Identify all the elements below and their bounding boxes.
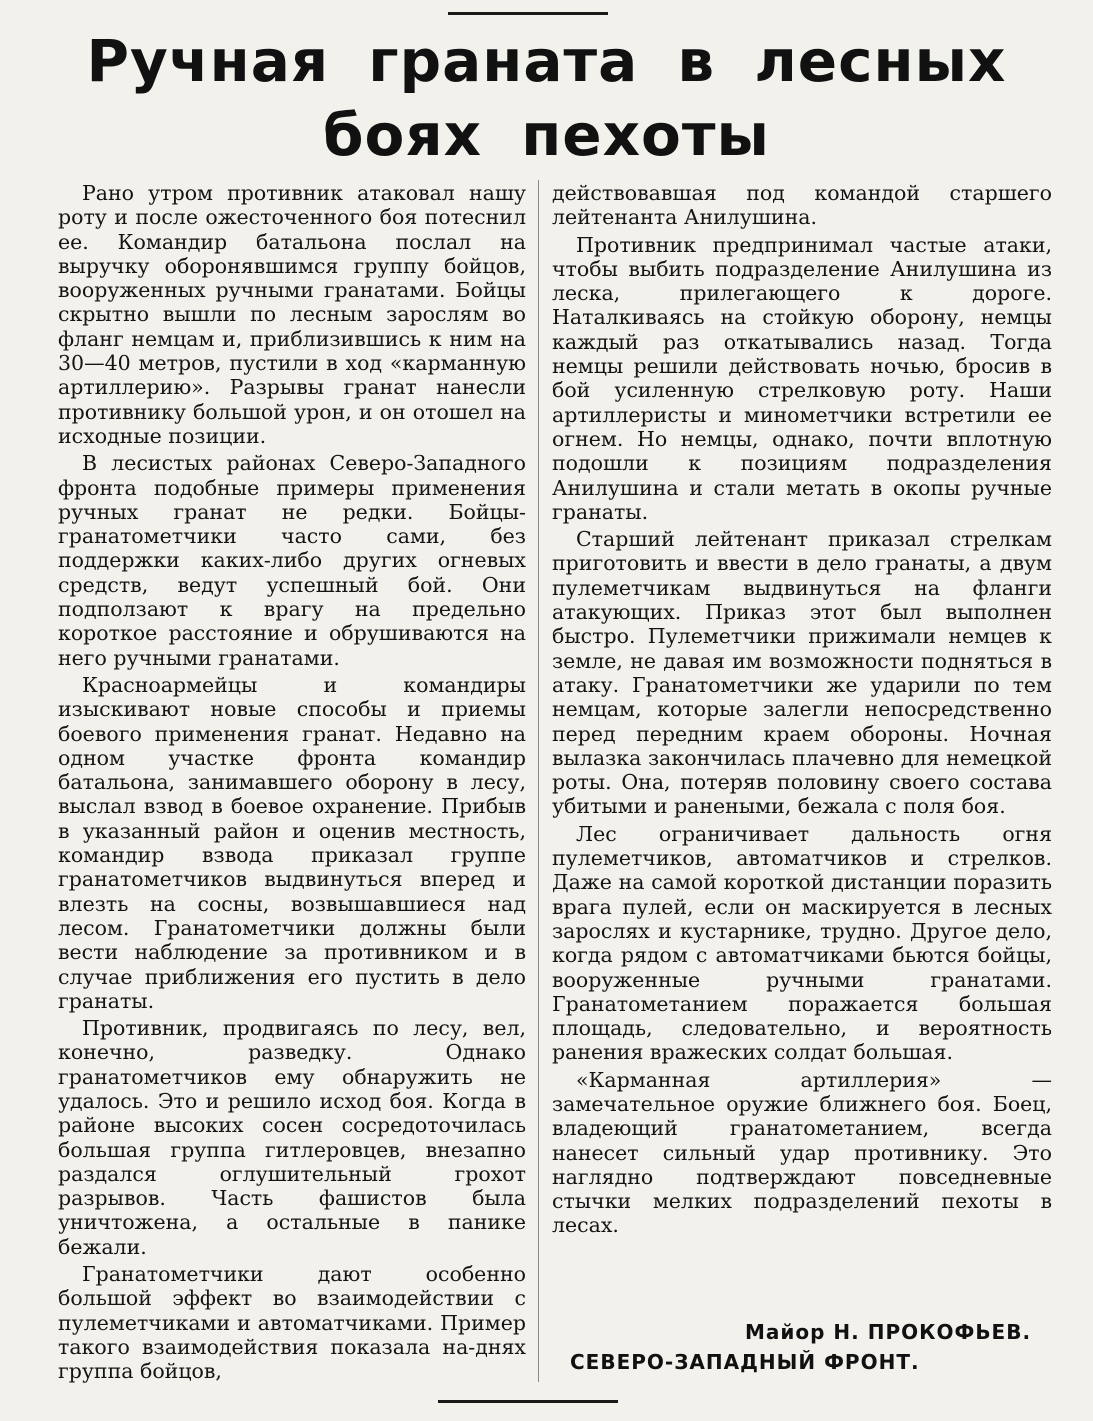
paragraph: Лес ограничивает дальность огня пулеметчиков, автоматчиков и стрелков. Даже на самой короткой дистанции поразить врага пулей, если он маскируется в лесных зарослях и кустарнике, трудно. Другое дело, когда рядом с автоматчиками бьются бойцы, вооруженные ручными гранатами. Гранатометанием поражается большая площадь, следовательно, и вероятность ранения вражеских солдат большая. xyxy=(552,821,1052,1065)
byline-front: СЕВЕРО-ЗАПАДНЫЙ ФРОНТ. xyxy=(570,1350,920,1374)
paragraph: Гранатометчики дают особенно большой эффект во взаимодействии с пулеметчиками и автоматчиками. Пример такого взаимодействия показала на-днях группа бойцов, xyxy=(58,1262,526,1384)
headline-line-2: боях пехоты xyxy=(323,101,770,169)
paragraph: Красноармейцы и командиры изыскивают новые способы и приемы боевого применения гранат. Недавно на одном участке фронта командир батальона, занимавшего оборону в лесу, выслал взвод в боевое охранение. Прибыв в указанный район и оценив местность, командир взвода приказал группе гранатометчиков выдвинуться вперед и влезть на сосны, возвышавшиеся над лесом. Гранатометчики должны были вести наблюдение за противником и в случае приближения его пустить в дело гранаты. xyxy=(58,672,526,1013)
paragraph: Старший лейтенант приказал стрелкам приготовить и ввести в дело гранаты, а двум пулеметчикам выдвинуться на фланги атакующих. Приказ этот был выполнен быстро. Пулеметчики прижимали немцев к земле, не давая им возможности подняться в атаку. Гранатометчики же ударили по тем немцам, которые залегли непосредственно перед передним краем обороны. Ночная вылазка закончилась плачевно для немецкой роты. Она, потеряв половину своего состава убитыми и ранеными, бежала с поля боя. xyxy=(552,527,1052,819)
top-rule xyxy=(448,12,608,15)
paragraph: Противник, продвигаясь по лесу, вел, конечно, разведку. Однако гранатометчиков ему обнаружить не удалось. Это и решило исход боя. Когда в районе высоких сосен сосредоточилась большая группа гитлеровцев, внезапно раздался оглушительный грохот разрывов. Часть фашистов была уничтожена, а остальные в панике бежали. xyxy=(58,1016,526,1259)
article-headline xyxy=(40,24,1053,172)
paragraph: действовавшая под командой старшего лейтенанта Анилушина. xyxy=(552,181,1052,230)
right-column xyxy=(552,181,1052,1241)
bottom-rule xyxy=(438,1400,618,1403)
left-column xyxy=(58,181,526,1387)
headline-line-1: Ручная граната в лесных xyxy=(86,27,1007,95)
paragraph: «Карманная артиллерия» — замечательное оружие ближнего боя. Боец, владеющий гранатометанием, всегда нанесет сильный удар противнику. Это наглядно подтверждают повседневные стычки мелких подразделений пехоты в лесах. xyxy=(552,1067,1052,1238)
paragraph: Противник предпринимал частые атаки, чтобы выбить подразделение Анилушина из леска, прилегающего к дороге. Наталкиваясь на стойкую оборону, немцы каждый раз откатывались назад. Тогда немцы решили действовать ночью, бросив в бой усиленную стрелковую роту. Наши артиллеристы и минометчики встретили ее огнем. Но немцы, однако, почти вплотную подошли к позициям подразделения Анилушина и стали метать в окопы ручные гранаты. xyxy=(552,232,1052,524)
paragraph: Рано утром противник атаковал нашу роту и после ожесточенного боя потеснил ее. Командир батальона послал на выручку оборонявшимся группу бойцов, вооруженных ручными гранатами. Бойцы скрытно вышли по лесным зарослям во фланг немцам и, приблизившись к ним на 30—40 метров, пустили в ход «карманную артиллерию». Разрывы гранат нанесли противнику большой урон, и он отошел на исходные позиции. xyxy=(58,181,526,448)
column-divider xyxy=(538,180,539,1382)
paragraph: В лесистых районах Северо-Западного фронта подобные примеры применения ручных гранат не редки. Бойцы-гранатометчики часто сами, без поддержки каких-либо других огневых средств, ведут успешный бой. Они подползают к врагу на предельно короткое расстояние и обрушиваются на него ручными гранатами. xyxy=(58,451,526,670)
byline-author: Майор Н. ПРОКОФЬЕВ. xyxy=(745,1320,1032,1344)
